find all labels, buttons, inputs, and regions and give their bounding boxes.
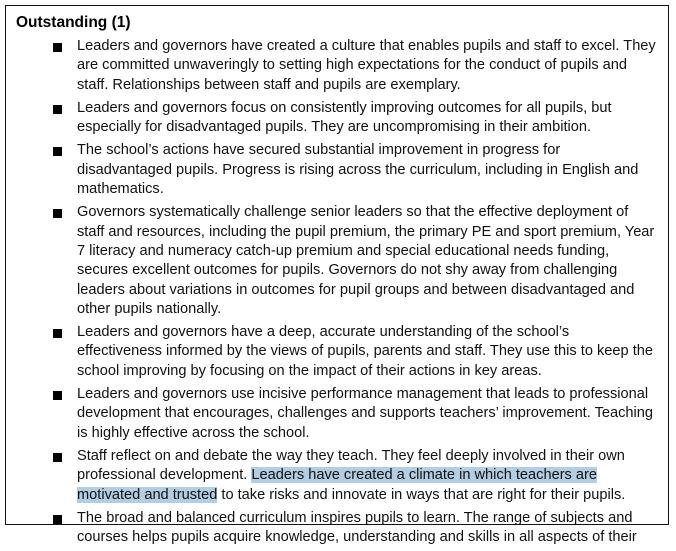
list-item (6, 141, 670, 199)
square-bullet-icon (53, 105, 62, 114)
square-bullet-icon (53, 391, 62, 400)
section-heading: Outstanding (1) (16, 14, 131, 31)
list-item (6, 447, 670, 505)
square-bullet-icon (53, 147, 62, 156)
square-bullet-icon (53, 453, 62, 462)
bullet-text: Leaders and governors use incisive performance management that leads to professional development that encourages, challenges and supports teachers’ improvement. Teaching is highly effective across the school. (77, 386, 653, 441)
bullet-text: Leaders and governors have a deep, accurate understanding of the school’s effectiveness informed by the views of pupils, parents and staff. They use this to keep the school improving by focusing on the impact of their actions in key areas. (77, 324, 653, 379)
list-item (6, 323, 670, 381)
square-bullet-icon (53, 209, 62, 218)
bullet-text-end: to take risks and innovate in ways that are right for their pupils. (217, 486, 626, 503)
bullet-text: Leaders and governors have created a culture that enables pupils and staff to excel. They are committed unwaveringly to setting high expectations for the conduct of pupils and staff. Relationships between staff and pupils are exemplary. (77, 38, 656, 93)
square-bullet-icon (53, 43, 62, 52)
list-item (6, 509, 670, 548)
bullet-text: Governors systematically challenge senior leaders so that the effective deployment of staff and resources, including the pupil premium, the primary PE and sport premium, Year 7 literacy and numeracy catch-up premium and special educational needs funding, secures excellent outcomes for pupils. Governors do not shy away from challenging leaders about variations in outcomes for pupil groups and between disadvantaged and other pupils nationally. (77, 204, 655, 317)
bullet-text: The school’s actions have secured substantial improvement in progress for disadvantaged pupils. Progress is rising across the curriculum, including in English and mathematics. (77, 142, 639, 198)
highlighted-text[interactable]: Leaders have created a climate in which teachers are motivated and trusted (77, 467, 597, 503)
list-item (6, 385, 670, 443)
square-bullet-icon (53, 515, 62, 524)
criteria-box (5, 5, 669, 546)
list-item (6, 99, 670, 138)
criteria-list (6, 37, 670, 551)
bullet-text: The broad and balanced curriculum inspires pupils to learn. The range of subjects and courses helps pupils acquire knowledge, understanding and skills in all aspects of their (77, 509, 637, 546)
bullet-text: Leaders and governors focus on consistently improving outcomes for all pupils, but especially for disadvantaged pupils. They are uncompromising in their ambition. (77, 99, 612, 136)
list-item (6, 37, 670, 95)
list-item (6, 203, 670, 319)
bullet-text-start: Staff reflect on and debate the way they teach. They feel deeply involved in their own professional development. (77, 447, 625, 484)
square-bullet-icon (53, 329, 62, 338)
